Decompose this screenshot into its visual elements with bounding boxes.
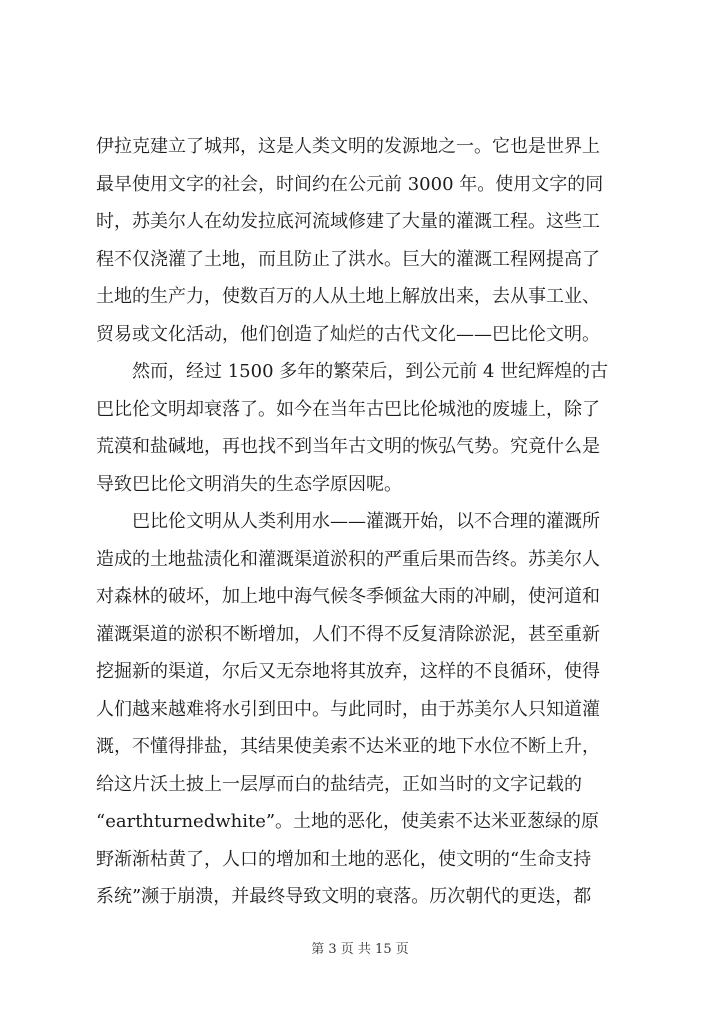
text-line: 挖掘新的渠道，尔后又无奈地将其放弃，这样的不良循环，使得 (96, 661, 600, 682)
text-line: 最早使用文字的社会，时间约在公元前 3000 年。使用文字的同 (96, 173, 604, 195)
text-line: “earthturnedwhite”。土地的恶化，使美索不达米亚葱绿的原 (96, 811, 600, 832)
text-line: 程不仅浇灌了土地，而且防止了洪水。巨大的灌溉工程网提高了 (96, 248, 600, 270)
text-line: 然而，经过 1500 多年的繁荣后，到公元前 4 世纪辉煌的古 (96, 361, 609, 382)
text-line: 伊拉克建立了城邦，这是人类文明的发源地之一。它也是世界上 (96, 136, 600, 157)
text-line: 导致巴比伦文明消失的生态学原因呢。 (96, 473, 402, 495)
page-number-footer: 第 3 页 共 15 页 (311, 942, 409, 957)
text-line: 造成的土地盐渍化和灌溉渠道淤积的严重后果而告终。苏美尔人 (96, 548, 600, 570)
text-line: 给这片沃土披上一层厚而白的盐结壳，正如当时的文字记载的 (96, 773, 582, 795)
text-line: 人们越来越难将水引到田中。与此同时，由于苏美尔人只知道灌 (96, 698, 600, 720)
text-line: 荒漠和盐碱地，再也找不到当年古文明的恢弘气势。究竟什么是 (96, 436, 600, 457)
text-line: 巴比伦文明却衰落了。如今在当年古巴比伦城池的废墟上，除了 (96, 398, 600, 420)
text-line: 贸易或文化活动，他们创造了灿烂的古代文化——巴比伦文明。 (96, 323, 600, 345)
text-line: 溉，不懂得排盐，其结果使美索不达米亚的地下水位不断上升， (96, 736, 600, 757)
text-line: 灌溉渠道的淤积不断增加，人们不得不反复清除淤泥，甚至重新 (96, 623, 600, 645)
text-line: 土地的生产力，使数百万的人从土地上解放出来，去从事工业、 (96, 286, 600, 307)
text-line: 时，苏美尔人在幼发拉底河流域修建了大量的灌溉工程。这些工 (96, 211, 600, 232)
text-line: 野渐渐枯黄了，人口的增加和土地的恶化，使文明的“生命支持 (96, 848, 592, 870)
body-text (96, 128, 626, 916)
text-line: 系统”濒于崩溃，并最终导致文明的衰落。历次朝代的更迭，都 (96, 886, 592, 907)
text-line: 对森林的破坏，加上地中海气候冬季倾盆大雨的冲刷，使河道和 (96, 586, 600, 607)
text-line: 巴比伦文明从人类利用水——灌溉开始，以不合理的灌溉所 (96, 511, 600, 532)
